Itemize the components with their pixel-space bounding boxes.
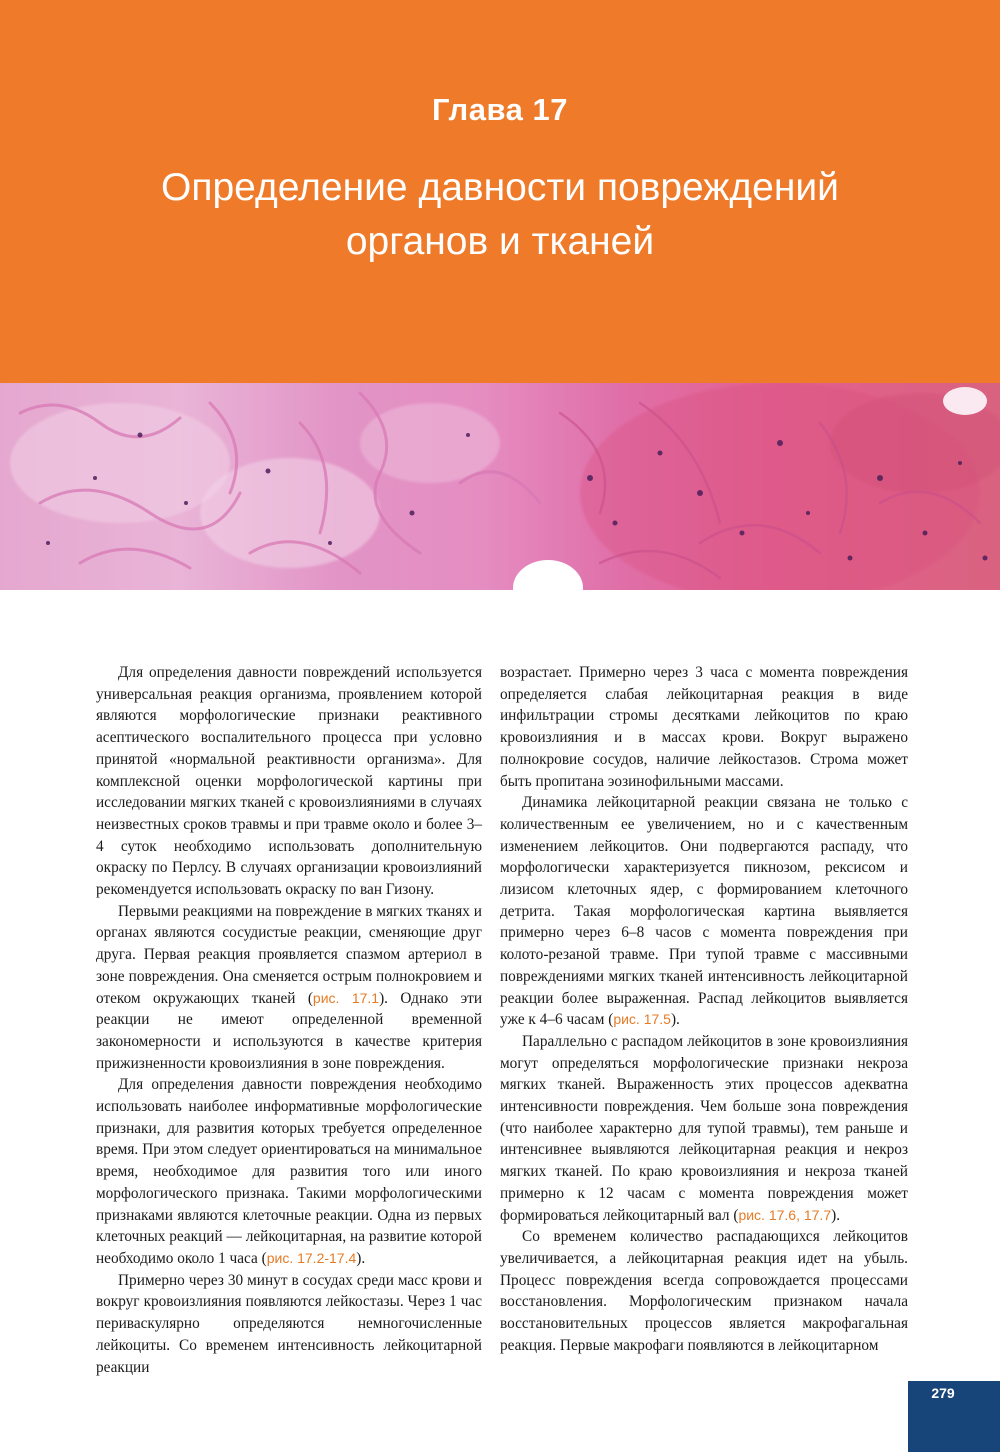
left-paragraph-3 <box>96 1074 482 1269</box>
left-paragraph-3-tail: ). <box>356 1249 366 1267</box>
figure-reference-17-1[interactable]: рис. 17.1 <box>312 989 380 1006</box>
chapter-header <box>0 0 1000 383</box>
figure-reference-17-5[interactable]: рис. 17.5 <box>613 1011 671 1028</box>
left-paragraph-2-tail: ). Однако эти реакции не имеют определенной временной закономерности и используются в качестве критерия прижизненности кровоизлияния в зоне повреждения. <box>96 989 483 1072</box>
left-paragraph-3-text: Для определения давности повреждения необходимо использовать наиболее информативные морфологические признаки, для развития которых требуется определенное время. При этом следует ориентироваться на минимальное время, необходимое для развития того или иного морфологического признака. Такими морфологическими признаками являются клеточные реакции. Одна из первых клеточных реакций — лейкоцитарная, на развитие которой необходимо около 1 часа ( <box>96 1076 482 1267</box>
left-paragraph-2 <box>96 901 482 1075</box>
page-number: 279 <box>931 1385 955 1401</box>
right-paragraph-3-text: Параллельно с распадом лейкоцитов в зоне кровоизлияния могут определяться морфологические признаки некроза мягких тканей. Выраженность этих процессов адекватна интенсивности повреждения. Чем больше зона повреждения (что наиболее характерно для тупой травмы), тем раньше и интенсивнее выявляются лейкоцитарная реакция и некроз мягких тканей. По краю кровоизлияния и некроза тканей примерно к 12 часам с момента повреждения может формироваться лейкоцитарный вал ( <box>500 1032 908 1224</box>
chapter-number: Глава 17 <box>432 92 568 127</box>
figure-reference-17-6-17-7[interactable]: рис. 17.6, 17.7 <box>738 1206 832 1223</box>
page-number-tab <box>908 1381 1000 1452</box>
chapter-title-line2: органов и тканей <box>345 220 655 263</box>
right-paragraph-1: возрастает. Примерно через 3 часа с момента повреждения определяется слабая лейкоцитарная реакция в виде инфильтрации стромы десятками лейкоцитов по краю кровоизлияния и в массах крови. Вокруг выражено полнокровие сосудов, наличие лейкостазов. Строма может быть пропитана эозинофильными массами. <box>500 664 908 790</box>
right-paragraph-2-text: Динамика лейкоцитарной реакции связана не только с количественным ее увеличением, но и с качественным изменением лейкоцитов. Они подвергаются распаду, что морфологически характеризуется пикнозом, рексисом и лизисом клеточных ядер, с формированием клеточного детрита. Такая морфологическая картина выявляется примерно через 6–8 часов с момента повреждения при колото-резаной травме. При тупой травме с массивными повреждениями мягких тканей интенсивность лейкоцитарной реакции более выраженная. Распад лейкоцитов выявляется уже к 4–6 часам ( <box>500 794 908 1029</box>
histology-banner <box>0 383 1000 590</box>
left-paragraph-1: Для определения давности повреждений используется универсальная реакция организма, проявлением которой являются морфологические признаки реактивного асептического воспалительного процесса при условно принятой «нормальной реактивности организма». Для комплексной оценки морфологической картины при исследовании мягких тканей с кровоизлияниями в случаях неизвестных сроков травмы и при травме около и более 3–4 суток необходимо использовать дополнительную окраску по Перлсу. В случаях организации кровоизлияний рекомендуется использовать окраску по ван Гизону. <box>96 664 482 899</box>
right-paragraph-2-tail: ). <box>670 1011 680 1029</box>
histology-texture <box>0 383 1000 590</box>
right-paragraph-3 <box>500 1031 908 1226</box>
chapter-title-line1: Определение давности повреждений <box>161 166 839 209</box>
right-column <box>500 662 908 1357</box>
right-paragraph-4: Со временем количество распадающихся лейкоцитов увеличивается, а лейкоцитарная реакция идет на убыль. Процесс повреждения всегда сопровождается процессами восстановления. Морфологическим признаком начала восстановительных процессов является макрофагальная реакция. Первые макрофаги появляются в лейкоцитарном <box>500 1228 908 1354</box>
left-paragraph-2-text: Первыми реакциями на повреждение в мягких тканях и органах являются сосудистые реакции, сменяющие друг друга. Первая реакция проявляется спазмом артериол в зоне повреждения. Она сменяется острым полнокровием и отеком окружающих тканей ( <box>96 902 482 1007</box>
left-paragraph-4: Примерно через 30 минут в сосудах среди масс крови и вокруг кровоизлияния появляются лейкостазы. Через 1 час периваскулярно определяются немногочисленные лейкоциты. Со временем интенсивность лейкоцитарной реакции <box>96 1271 482 1376</box>
left-column <box>96 662 482 1378</box>
right-paragraph-2 <box>500 792 908 1031</box>
figure-reference-17-2-17-4[interactable]: рис. 17.2-17.4 <box>266 1249 357 1266</box>
right-paragraph-3-tail: ). <box>831 1206 841 1224</box>
chapter-title <box>0 161 1000 269</box>
